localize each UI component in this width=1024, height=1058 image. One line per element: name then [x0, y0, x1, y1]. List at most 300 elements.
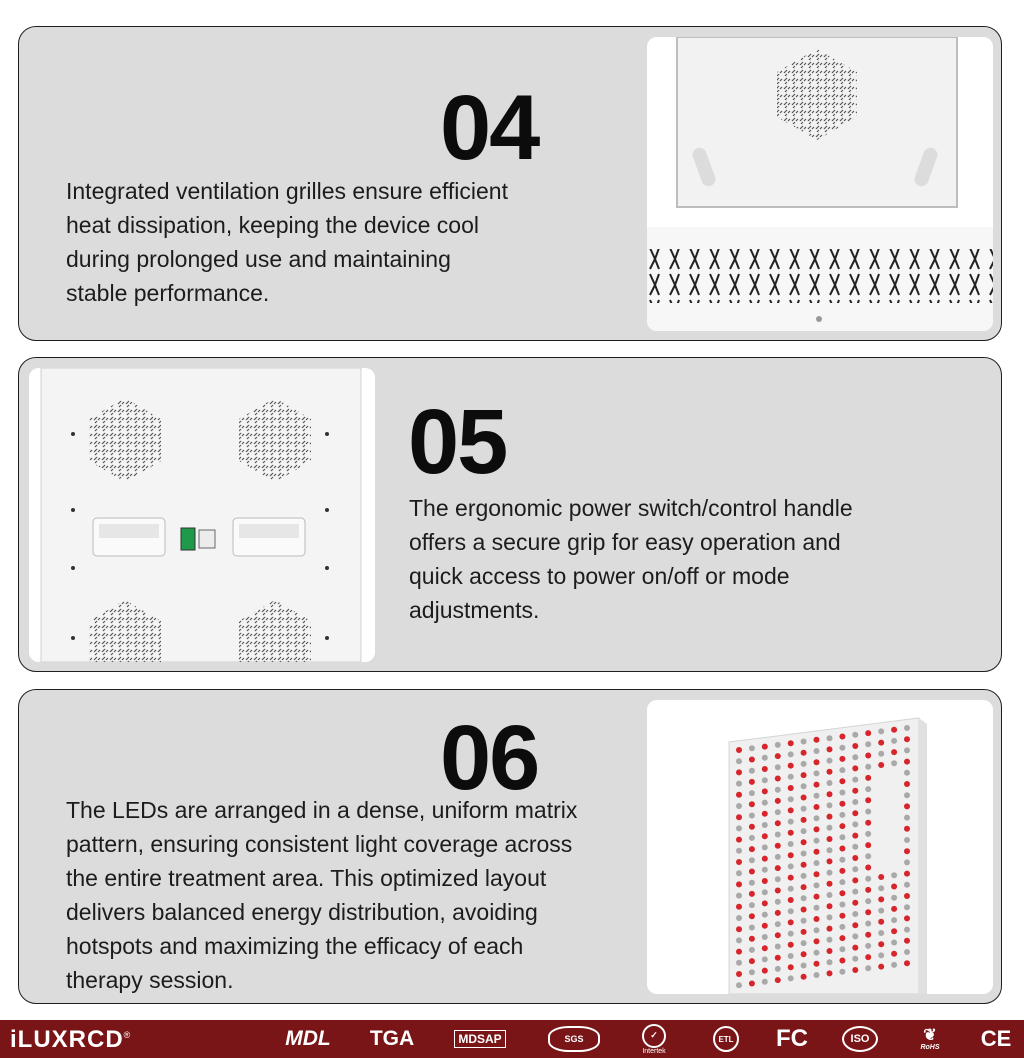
led-dot — [839, 868, 845, 874]
led-dot — [814, 849, 820, 855]
led-dot — [878, 919, 884, 925]
led-dot — [891, 906, 897, 912]
led-dot — [904, 837, 910, 843]
led-dot — [788, 886, 794, 892]
led-dot — [762, 755, 768, 761]
led-dot — [788, 740, 794, 746]
led-dot — [801, 851, 807, 857]
led-dot — [865, 786, 871, 792]
led-dot — [852, 889, 858, 895]
led-dot — [814, 860, 820, 866]
led-dot — [827, 903, 833, 909]
led-dot — [839, 890, 845, 896]
led-dot — [904, 893, 910, 899]
led-dot — [801, 739, 807, 745]
led-dot — [749, 813, 755, 819]
led-dot — [814, 759, 820, 765]
led-dot — [865, 909, 871, 915]
led-dot — [827, 948, 833, 954]
led-dot — [878, 896, 884, 902]
led-dot — [775, 865, 781, 871]
led-dot — [827, 926, 833, 932]
led-dot — [904, 747, 910, 753]
led-dot — [749, 902, 755, 908]
led-dot — [839, 958, 845, 964]
led-dot — [852, 833, 858, 839]
led-dot — [788, 819, 794, 825]
led-dot — [904, 770, 910, 776]
led-dot — [762, 766, 768, 772]
led-dot — [736, 960, 742, 966]
led-dot — [749, 857, 755, 863]
led-dot — [852, 732, 858, 738]
led-dot — [878, 874, 884, 880]
led-dot — [852, 765, 858, 771]
led-dot — [891, 749, 897, 755]
led-dot — [891, 872, 897, 878]
feature-number: 06 — [440, 707, 539, 809]
led-dot — [827, 959, 833, 965]
led-dot — [878, 952, 884, 958]
led-dot — [775, 977, 781, 983]
led-dot — [775, 888, 781, 894]
led-dot — [775, 753, 781, 759]
led-dot — [762, 800, 768, 806]
led-dot — [762, 777, 768, 783]
led-dot — [788, 975, 794, 981]
led-dot — [852, 788, 858, 794]
ventilation-grille-image — [647, 37, 993, 331]
tga-logo: TGA — [369, 1027, 415, 1050]
led-dot — [775, 955, 781, 961]
led-dot — [736, 792, 742, 798]
led-dot — [865, 921, 871, 927]
led-dot — [865, 898, 871, 904]
led-dot — [736, 859, 742, 865]
led-dot — [814, 782, 820, 788]
led-dot — [904, 848, 910, 854]
led-dot — [736, 893, 742, 899]
led-dot — [801, 795, 807, 801]
led-dot — [827, 881, 833, 887]
led-dot — [814, 793, 820, 799]
led-dot — [904, 725, 910, 731]
led-dot — [891, 917, 897, 923]
check-seal-icon: ✓ — [642, 1024, 666, 1048]
led-dot — [775, 764, 781, 770]
led-dot — [801, 918, 807, 924]
led-dot — [801, 783, 807, 789]
led-dot — [788, 830, 794, 836]
led-dot — [749, 880, 755, 886]
led-dot — [736, 781, 742, 787]
led-dot — [775, 944, 781, 950]
led-dot — [878, 728, 884, 734]
led-dot — [788, 908, 794, 914]
led-dot — [827, 870, 833, 876]
led-dot — [749, 925, 755, 931]
led-dot — [736, 769, 742, 775]
led-dot — [762, 934, 768, 940]
led-dot — [904, 949, 910, 955]
led-dot — [865, 775, 871, 781]
led-dot — [775, 809, 781, 815]
led-dot — [891, 895, 897, 901]
led-dot — [749, 757, 755, 763]
led-dot — [839, 801, 845, 807]
led-dot — [865, 741, 871, 747]
led-dot — [827, 746, 833, 752]
feature-number: 04 — [440, 77, 539, 179]
led-dot — [904, 871, 910, 877]
led-dot — [775, 854, 781, 860]
led-dot — [736, 915, 742, 921]
led-dot — [852, 855, 858, 861]
led-dot — [788, 852, 794, 858]
led-dot — [736, 803, 742, 809]
led-dot — [775, 899, 781, 905]
led-dot — [775, 843, 781, 849]
led-dot — [814, 927, 820, 933]
led-dot — [814, 826, 820, 832]
led-dot — [788, 942, 794, 948]
led-dot — [762, 945, 768, 951]
led-dot — [839, 790, 845, 796]
led-dot — [749, 947, 755, 953]
led-matrix-photo — [647, 700, 993, 994]
led-dot — [775, 932, 781, 938]
feature-card-04 — [18, 26, 1002, 341]
led-dot — [749, 936, 755, 942]
led-dot — [775, 820, 781, 826]
led-dot — [788, 751, 794, 757]
led-dot — [762, 867, 768, 873]
led-dot — [749, 891, 755, 897]
led-dot — [749, 958, 755, 964]
led-dot — [904, 815, 910, 821]
led-dot — [762, 788, 768, 794]
led-dot — [878, 885, 884, 891]
led-dot — [788, 774, 794, 780]
led-dot — [839, 734, 845, 740]
led-dot — [801, 884, 807, 890]
led-dot — [878, 930, 884, 936]
led-dot — [801, 895, 807, 901]
led-dot — [827, 780, 833, 786]
control-handle-photo — [29, 368, 375, 662]
led-dot — [852, 956, 858, 962]
led-dot — [762, 956, 768, 962]
led-dot — [852, 799, 858, 805]
led-dot — [839, 879, 845, 885]
led-dot — [839, 846, 845, 852]
led-dot — [827, 802, 833, 808]
feature-description: The LEDs are arranged in a dense, uniform matrix pattern, ensuring consistent light coverage across the entire treatment area. This optimized layout delivers balanced energy distribution, avoiding hotspots and maximizing the efficacy of each therapy session. — [66, 797, 578, 993]
led-dot — [904, 792, 910, 798]
led-dot — [865, 820, 871, 826]
led-dot — [736, 971, 742, 977]
led-dot — [839, 834, 845, 840]
led-dot — [749, 824, 755, 830]
feature-number: 05 — [408, 391, 507, 493]
led-dot — [801, 862, 807, 868]
led-dot — [827, 836, 833, 842]
led-dot — [801, 817, 807, 823]
led-dot — [788, 964, 794, 970]
rohs-logo: ❦ RoHS — [920, 1026, 940, 1051]
led-dot — [904, 904, 910, 910]
led-dot — [865, 865, 871, 871]
led-dot — [827, 937, 833, 943]
led-dot — [801, 806, 807, 812]
led-panel-image — [647, 700, 993, 994]
led-dot — [788, 841, 794, 847]
led-dot — [852, 777, 858, 783]
led-dot — [814, 838, 820, 844]
led-dot — [775, 742, 781, 748]
led-dot — [736, 881, 742, 887]
sgs-seal-icon: SGS — [548, 1026, 600, 1052]
led-dot — [801, 963, 807, 969]
led-dot — [852, 844, 858, 850]
led-dot — [749, 846, 755, 852]
led-dot — [814, 916, 820, 922]
certification-footer — [0, 1020, 1024, 1058]
led-dot — [904, 736, 910, 742]
led-dot — [827, 791, 833, 797]
led-dot — [749, 869, 755, 875]
led-dot — [814, 950, 820, 956]
led-dot — [865, 764, 871, 770]
led-dot — [762, 878, 768, 884]
led-dot — [749, 768, 755, 774]
led-dot — [852, 945, 858, 951]
fcc-logo: FC — [776, 1025, 808, 1052]
led-dot — [801, 951, 807, 957]
led-dot — [827, 858, 833, 864]
led-dot — [801, 828, 807, 834]
led-dot — [827, 892, 833, 898]
led-dot — [827, 758, 833, 764]
led-dot — [839, 767, 845, 773]
led-dot — [762, 811, 768, 817]
led-dot — [878, 751, 884, 757]
iso-logo: ISO — [840, 1020, 880, 1058]
ce-logo: CE — [980, 1026, 1012, 1051]
led-dot — [904, 960, 910, 966]
led-dot — [762, 833, 768, 839]
mdl-logo: MDL — [285, 1027, 331, 1050]
led-dot — [801, 974, 807, 980]
led-dot — [827, 814, 833, 820]
led-dot — [788, 785, 794, 791]
led-dot — [865, 965, 871, 971]
led-dot — [762, 923, 768, 929]
led-dot — [878, 941, 884, 947]
led-dot — [839, 969, 845, 975]
led-dot — [878, 908, 884, 914]
led-dot — [839, 778, 845, 784]
led-dot — [865, 932, 871, 938]
leaf-icon: ❦ — [923, 1026, 937, 1044]
led-dot — [749, 790, 755, 796]
led-dot — [762, 979, 768, 985]
led-dot — [814, 804, 820, 810]
led-dot — [904, 927, 910, 933]
led-dot — [736, 814, 742, 820]
led-dot — [801, 761, 807, 767]
led-dot — [762, 844, 768, 850]
led-dot — [852, 810, 858, 816]
led-dot — [814, 961, 820, 967]
led-dot — [865, 809, 871, 815]
led-dot — [852, 754, 858, 760]
led-dot — [904, 882, 910, 888]
led-dot — [749, 801, 755, 807]
led-dot — [749, 969, 755, 975]
led-dot — [801, 940, 807, 946]
led-dot — [865, 954, 871, 960]
led-dot — [865, 853, 871, 859]
ventilation-grille-photo — [647, 37, 993, 331]
led-dot — [801, 772, 807, 778]
led-dot — [839, 745, 845, 751]
led-dot — [814, 882, 820, 888]
led-dot — [736, 870, 742, 876]
led-dot — [762, 856, 768, 862]
led-dot — [762, 889, 768, 895]
led-dot — [749, 913, 755, 919]
led-dot — [814, 871, 820, 877]
led-dot — [788, 953, 794, 959]
led-dot — [865, 797, 871, 803]
etl-logo: ETL — [706, 1020, 746, 1058]
led-dot — [865, 876, 871, 882]
led-dot — [801, 750, 807, 756]
led-dot — [736, 837, 742, 843]
led-dot — [904, 781, 910, 787]
led-dot — [891, 884, 897, 890]
intertek-logo: ✓ Intertek — [632, 1020, 676, 1058]
led-dot — [904, 915, 910, 921]
led-dot — [788, 897, 794, 903]
led-dot — [801, 839, 807, 845]
led-dot — [852, 933, 858, 939]
led-dot — [904, 859, 910, 865]
led-dot — [891, 928, 897, 934]
led-dot — [839, 913, 845, 919]
led-dot — [865, 730, 871, 736]
led-dot — [762, 900, 768, 906]
led-dot — [736, 937, 742, 943]
led-dot — [788, 807, 794, 813]
led-dot — [878, 740, 884, 746]
led-dot — [775, 921, 781, 927]
led-dot — [852, 967, 858, 973]
feature-card-05 — [18, 357, 1002, 672]
mdsap-logo: MDSAP — [450, 1020, 510, 1058]
led-dot — [852, 821, 858, 827]
feature-description: The ergonomic power switch/control handle offers a secure grip for easy operation and quick access to power on/off or mode adjustments. — [409, 495, 853, 623]
led-dot — [839, 946, 845, 952]
led-dot — [814, 938, 820, 944]
led-dot — [827, 970, 833, 976]
led-dot — [788, 875, 794, 881]
led-dot — [839, 902, 845, 908]
led-dot — [839, 812, 845, 818]
led-dot — [788, 931, 794, 937]
feature-description: Integrated ventilation grilles ensure efficient heat dissipation, keeping the device cool during prolonged use and maintaining stable performance. — [66, 178, 508, 306]
led-dot — [878, 762, 884, 768]
led-dot — [736, 825, 742, 831]
led-dot — [762, 912, 768, 918]
led-dot — [839, 935, 845, 941]
led-dot — [801, 907, 807, 913]
led-dot — [891, 727, 897, 733]
led-dot — [814, 894, 820, 900]
led-dot — [865, 887, 871, 893]
led-dot — [775, 798, 781, 804]
led-dot — [904, 938, 910, 944]
led-dot — [891, 951, 897, 957]
led-dot — [762, 822, 768, 828]
led-dot — [827, 847, 833, 853]
led-dot — [865, 943, 871, 949]
control-handle-image — [29, 368, 375, 662]
led-dot — [788, 763, 794, 769]
led-dot — [788, 796, 794, 802]
led-dot — [865, 842, 871, 848]
led-dot — [775, 787, 781, 793]
led-dot — [852, 877, 858, 883]
led-dot — [852, 900, 858, 906]
led-dot — [852, 911, 858, 917]
led-dot — [736, 758, 742, 764]
feature-card-06 — [18, 689, 1002, 1004]
led-dot — [852, 866, 858, 872]
led-dot — [749, 745, 755, 751]
led-dot — [852, 922, 858, 928]
led-dot — [749, 835, 755, 841]
led-dot — [814, 737, 820, 743]
led-dot — [814, 770, 820, 776]
led-dot — [891, 760, 897, 766]
led-dot — [788, 863, 794, 869]
sgs-logo — [546, 1020, 602, 1058]
led-dot — [775, 832, 781, 838]
led-dot — [891, 962, 897, 968]
led-dot — [788, 919, 794, 925]
led-dot — [736, 904, 742, 910]
led-dot — [839, 857, 845, 863]
led-dot — [878, 964, 884, 970]
led-dot — [801, 929, 807, 935]
led-dot — [814, 748, 820, 754]
led-dot — [891, 940, 897, 946]
led-dot — [801, 873, 807, 879]
led-dot — [775, 876, 781, 882]
led-dot — [839, 823, 845, 829]
led-dot — [865, 753, 871, 759]
led-dot — [827, 825, 833, 831]
led-dot — [736, 926, 742, 932]
brand-logo: iLUXRCD® — [10, 1026, 132, 1053]
led-dot — [904, 803, 910, 809]
led-dot — [775, 910, 781, 916]
led-dot — [839, 756, 845, 762]
led-dot — [749, 779, 755, 785]
led-dot — [814, 905, 820, 911]
